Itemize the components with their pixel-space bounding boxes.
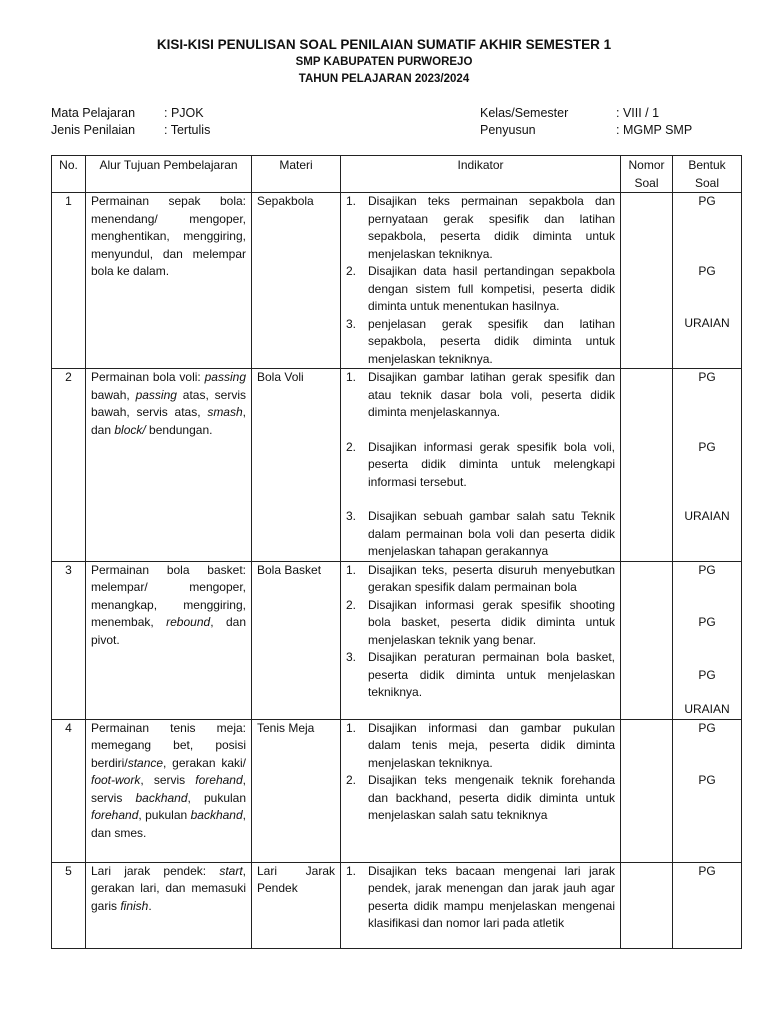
row-bentuk: PG PG URAIAN — [673, 193, 742, 369]
jenis-value: : Tertulis — [164, 123, 211, 137]
col-materi: Materi — [252, 156, 341, 193]
indikator-item: 1. Disajikan teks bacaan mengenai lari jarak pendek, jarak menengan dan jarak jauh agar peserta didik mampu menjelaskan mengenai klasifikasi dan nomor lari pada atletik — [346, 863, 615, 930]
table-row — [52, 193, 742, 369]
row-materi: Sepakbola — [252, 193, 341, 369]
row-bentuk: PG PG — [673, 719, 742, 862]
document-title: KISI-KISI PENULISAN SOAL PENILAIAN SUMATIF AKHIR SEMESTER 1 — [156, 37, 612, 52]
row-indikator — [341, 369, 621, 562]
academic-year: TAHUN PELAJARAN 2023/2024 — [298, 73, 470, 85]
table-header-row — [52, 156, 742, 193]
indikator-item: 1. Disajikan teks permainan sepakbola dan pernyataan gerak spesifik dan latihan sepakbola, peserta didik diminta untuk menjelaskan tekniknya. — [346, 194, 615, 261]
mapel-value: : PJOK — [164, 106, 204, 120]
kelas-value: : VIII / 1 — [616, 106, 660, 120]
table-row — [52, 369, 742, 562]
col-no: No. — [52, 156, 86, 193]
row-nomor-soal — [621, 862, 673, 948]
row-alur: Permainan bola voli: passing bawah, passing atas, servis bawah, servis atas, smash, dan block/ bendungan. — [86, 369, 252, 562]
row-no: 2 — [52, 369, 86, 562]
row-indikator — [341, 862, 621, 948]
col-bentuk-soal: Bentuk Soal — [673, 156, 742, 193]
row-no: 4 — [52, 719, 86, 862]
row-nomor-soal — [621, 561, 673, 719]
row-materi: Lari Jarak Pendek — [252, 862, 341, 948]
row-indikator — [341, 561, 621, 719]
table-row — [52, 719, 742, 862]
row-no: 3 — [52, 561, 86, 719]
row-nomor-soal — [621, 369, 673, 562]
meta-left — [51, 105, 210, 139]
indikator-item: 3. Disajikan peraturan permainan bola basket, peserta didik diminta untuk menjelaskan tekniknya. — [346, 650, 615, 699]
row-alur: Lari jarak pendek: start, gerakan lari, dan memasuki garis finish. — [86, 862, 252, 948]
col-alur: Alur Tujuan Pembelajaran — [86, 156, 252, 193]
row-nomor-soal — [621, 719, 673, 862]
indikator-item: 3. Disajikan sebuah gambar salah satu Teknik dalam permainan bola voli dan peserta didik menjelaskan tahapan gerakannya — [346, 509, 615, 558]
col-indikator: Indikator — [341, 156, 621, 193]
kelas-label: Kelas/Semester — [480, 106, 569, 120]
table-row — [52, 862, 742, 948]
indikator-item: 2. Disajikan informasi gerak spesifik shooting bola basket, peserta didik diminta untuk menjelaskan teknik yang benar. — [346, 597, 615, 647]
table-row — [52, 561, 742, 719]
indikator-item: 1. Disajikan gambar latihan gerak spesifik dan atau teknik dasar bola voli, peserta didik diminta menjelaskannya. — [346, 370, 615, 419]
row-nomor-soal — [621, 193, 673, 369]
meta-right — [480, 105, 692, 139]
indikator-item: 3. penjelasan gerak spesifik dan latihan sepakbola, peserta didik diminta untuk menjelaskan tekniknya. — [346, 316, 615, 366]
indikator-item: 1. Disajikan informasi dan gambar pukulan dalam tenis meja, peserta didik diminta menjelaskan tekniknya. — [346, 720, 615, 770]
row-materi: Bola Voli — [252, 369, 341, 562]
row-materi: Bola Basket — [252, 561, 341, 719]
mapel-label: Mata Pelajaran — [51, 106, 136, 120]
row-indikator — [341, 719, 621, 862]
row-no: 5 — [52, 862, 86, 948]
indikator-item: 2. Disajikan data hasil pertandingan sepakbola dengan sistem full kompetisi, peserta didik diminta untuk menentukan hasilnya. — [346, 264, 615, 313]
penyusun-label: Penyusun — [480, 123, 536, 137]
kisi-table — [51, 155, 742, 949]
row-indikator — [341, 193, 621, 369]
col-nomor-soal: Nomor Soal — [621, 156, 673, 193]
school-name: SMP KABUPATEN PURWOREJO — [295, 56, 473, 68]
jenis-label: Jenis Penilaian — [51, 123, 136, 137]
indikator-item: 2. Disajikan teks mengenaik teknik forehanda dan backhand, peserta didik diminta untuk menjelaskan salah satu tekniknya — [346, 773, 615, 822]
row-bentuk: PG — [673, 862, 742, 948]
row-bentuk: PG PG PG URAIAN — [673, 561, 742, 719]
penyusun-value: : MGMP SMP — [616, 123, 693, 137]
row-alur: Permainan sepak bola: menendang/ mengoper, menghentikan, menggiring, menyundul, dan melempar bola ke dalam. — [86, 193, 252, 369]
row-bentuk: PG PG URAIAN — [673, 369, 742, 562]
row-alur: Permainan bola basket: melempar/ mengoper, menangkap, menggiring, menembak, rebound, dan pivot. — [86, 561, 252, 719]
indikator-item: 1. Disajikan teks, peserta disuruh menyebutkan gerakan spesifik dalam permainan bola — [346, 562, 615, 594]
row-materi: Tenis Meja — [252, 719, 341, 862]
indikator-item: 2. Disajikan informasi gerak spesifik bola voli, peserta didik diminta untuk melengkapi informasi tersebut. — [346, 439, 615, 489]
row-alur: Permainan tenis meja: memegang bet, posisi berdiri/stance, gerakan kaki/ foot-work, servis forehand, servis backhand, pukulan forehand, pukulan backhand, dan smes. — [86, 719, 252, 862]
row-no: 1 — [52, 193, 86, 369]
